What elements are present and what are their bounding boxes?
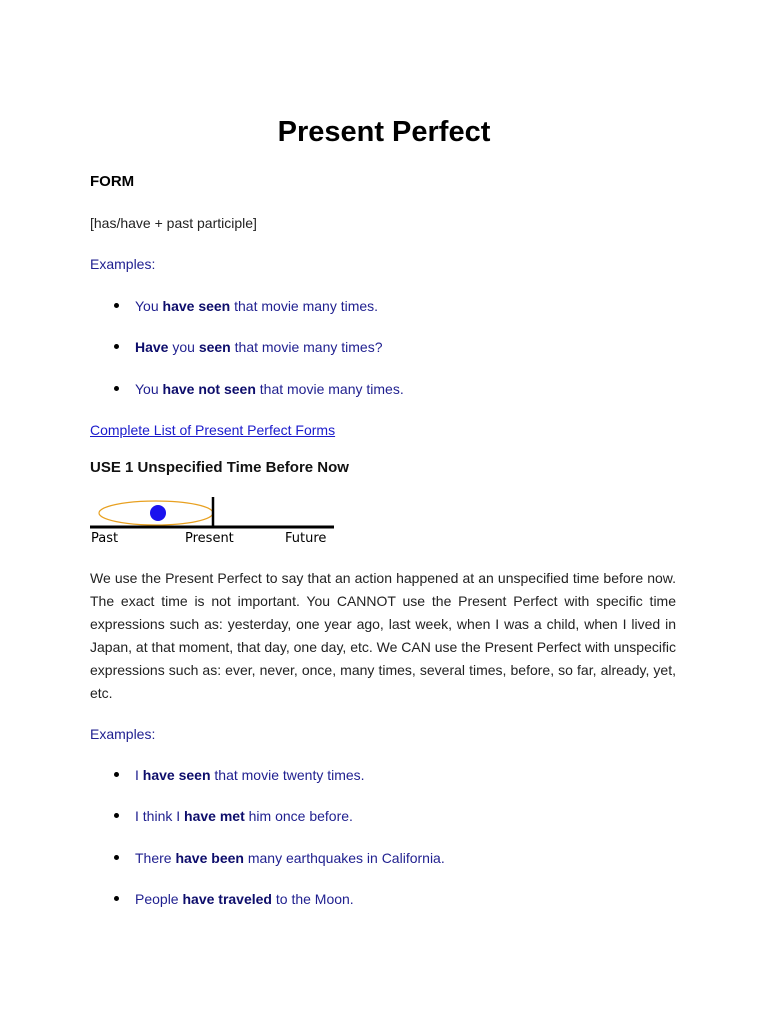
form-formula: [has/have + past participle] bbox=[90, 215, 257, 231]
use-1-heading: USE 1 Unspecified Time Before Now bbox=[90, 459, 349, 476]
list-item: You have not seen that movie many times. bbox=[112, 380, 404, 421]
form-heading: FORM bbox=[90, 173, 135, 190]
list-item: Have you seen that movie many times? bbox=[112, 338, 404, 379]
timeline-label-past: Past bbox=[91, 531, 119, 546]
list-item: I have seen that movie twenty times. bbox=[112, 766, 445, 807]
examples-label: Examples: bbox=[90, 726, 156, 742]
timeline-label-future: Future bbox=[285, 531, 327, 546]
timeline-diagram bbox=[88, 494, 338, 550]
list-item: I think I have met him once before. bbox=[112, 807, 445, 848]
list-item: You have seen that movie many times. bbox=[112, 297, 404, 338]
examples-list-use-1 bbox=[112, 766, 445, 931]
examples-label: Examples: bbox=[90, 256, 156, 272]
list-item: There have been many earthquakes in California. bbox=[112, 849, 445, 890]
use-1-explanation: We use the Present Perfect to say that an action happened at an unspecified time before now. The exact time is not important. You CANNOT use the Present Perfect with specific time expressions such as: yesterday, one year ago, last week, when I was a child, when I lived in Japan, at that moment, that day, one day, etc. We CAN use the Present Perfect with unspecific expressions such as: ever, never, once, many times, several times, before, so far, already, yet, etc. bbox=[90, 570, 676, 701]
complete-forms-link[interactable]: Complete List of Present Perfect Forms bbox=[90, 422, 336, 438]
examples-list-form bbox=[112, 297, 404, 421]
timeline-label-present: Present bbox=[185, 531, 234, 546]
list-item: People have traveled to the Moon. bbox=[112, 890, 445, 931]
page-title: Present Perfect bbox=[277, 116, 491, 148]
action-dot bbox=[150, 505, 166, 521]
